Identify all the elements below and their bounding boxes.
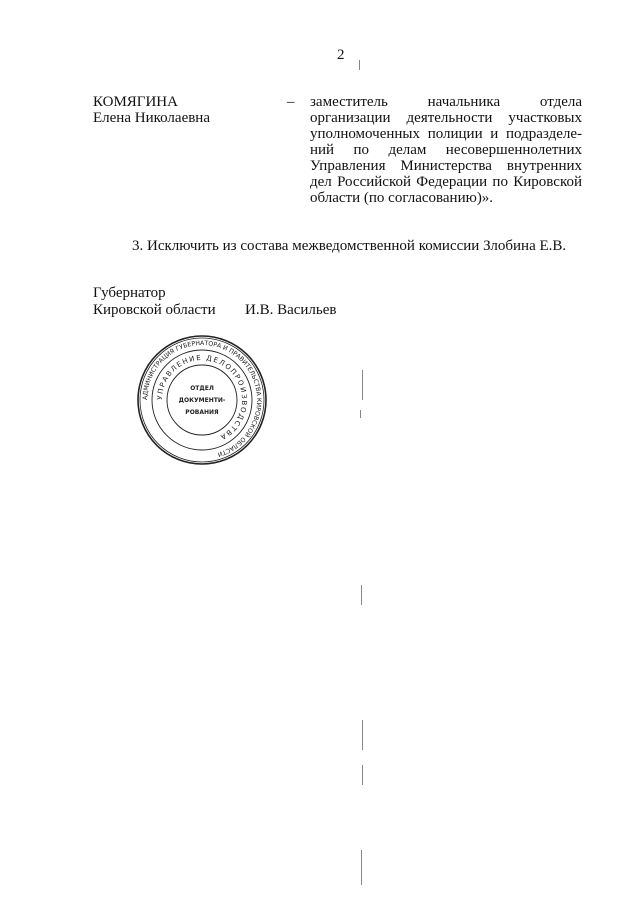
- position-line: Управления Министерства внутренних: [310, 158, 582, 174]
- scan-artifact: [362, 765, 363, 785]
- svg-text:УПРАВЛЕНИЕ ДЕЛОПРОИЗВОДСТВА: УПРАВЛЕНИЕ ДЕЛОПРОИЗВОДСТВА: [155, 353, 249, 442]
- scan-artifact: [361, 850, 362, 885]
- position-line: уполномоченных полиции и подразделе-: [310, 126, 582, 142]
- scan-artifact: [362, 370, 363, 400]
- svg-text:ДОКУМЕНТИ-: ДОКУМЕНТИ-: [178, 397, 226, 404]
- scan-artifact: [362, 720, 363, 750]
- svg-text:ОТДЕЛ: ОТДЕЛ: [190, 385, 214, 392]
- position-line: организации деятельности участковых: [310, 110, 582, 126]
- scan-artifact: [361, 585, 362, 605]
- position-line: заместитель начальника отдела: [310, 94, 582, 110]
- scan-artifact: [359, 60, 360, 70]
- svg-text:РОВАНИЯ: РОВАНИЯ: [185, 409, 219, 416]
- position-line: области (по согласованию)».: [310, 190, 494, 206]
- svg-text:АДМИНИСТРАЦИЯ ГУБЕРНАТОРА И ПР: АДМИНИСТРАЦИЯ ГУБЕРНАТОРА И ПРАВИТЕЛЬСТВА КИРОВСКОЙ ОБЛАСТИ: [141, 339, 263, 458]
- signature-title-line2: Кировской области: [93, 302, 216, 318]
- page-number: 2: [337, 47, 345, 63]
- official-stamp: [136, 334, 268, 466]
- position-line: дел Российской Федерации по Кировской: [310, 174, 582, 190]
- member-surname: КОМЯГИНА: [93, 94, 178, 110]
- signature-name: И.В. Васильев: [245, 302, 337, 318]
- signature-title-line1: Губернатор: [93, 285, 166, 301]
- scan-artifact: [360, 410, 361, 418]
- member-name: Елена Николаевна: [93, 110, 210, 126]
- member-dash: –: [287, 94, 295, 110]
- position-line: ний по делам несовершеннолетних: [310, 142, 582, 158]
- paragraph-3: 3. Исключить из состава межведомственной комиссии Злобина Е.В.: [132, 238, 567, 254]
